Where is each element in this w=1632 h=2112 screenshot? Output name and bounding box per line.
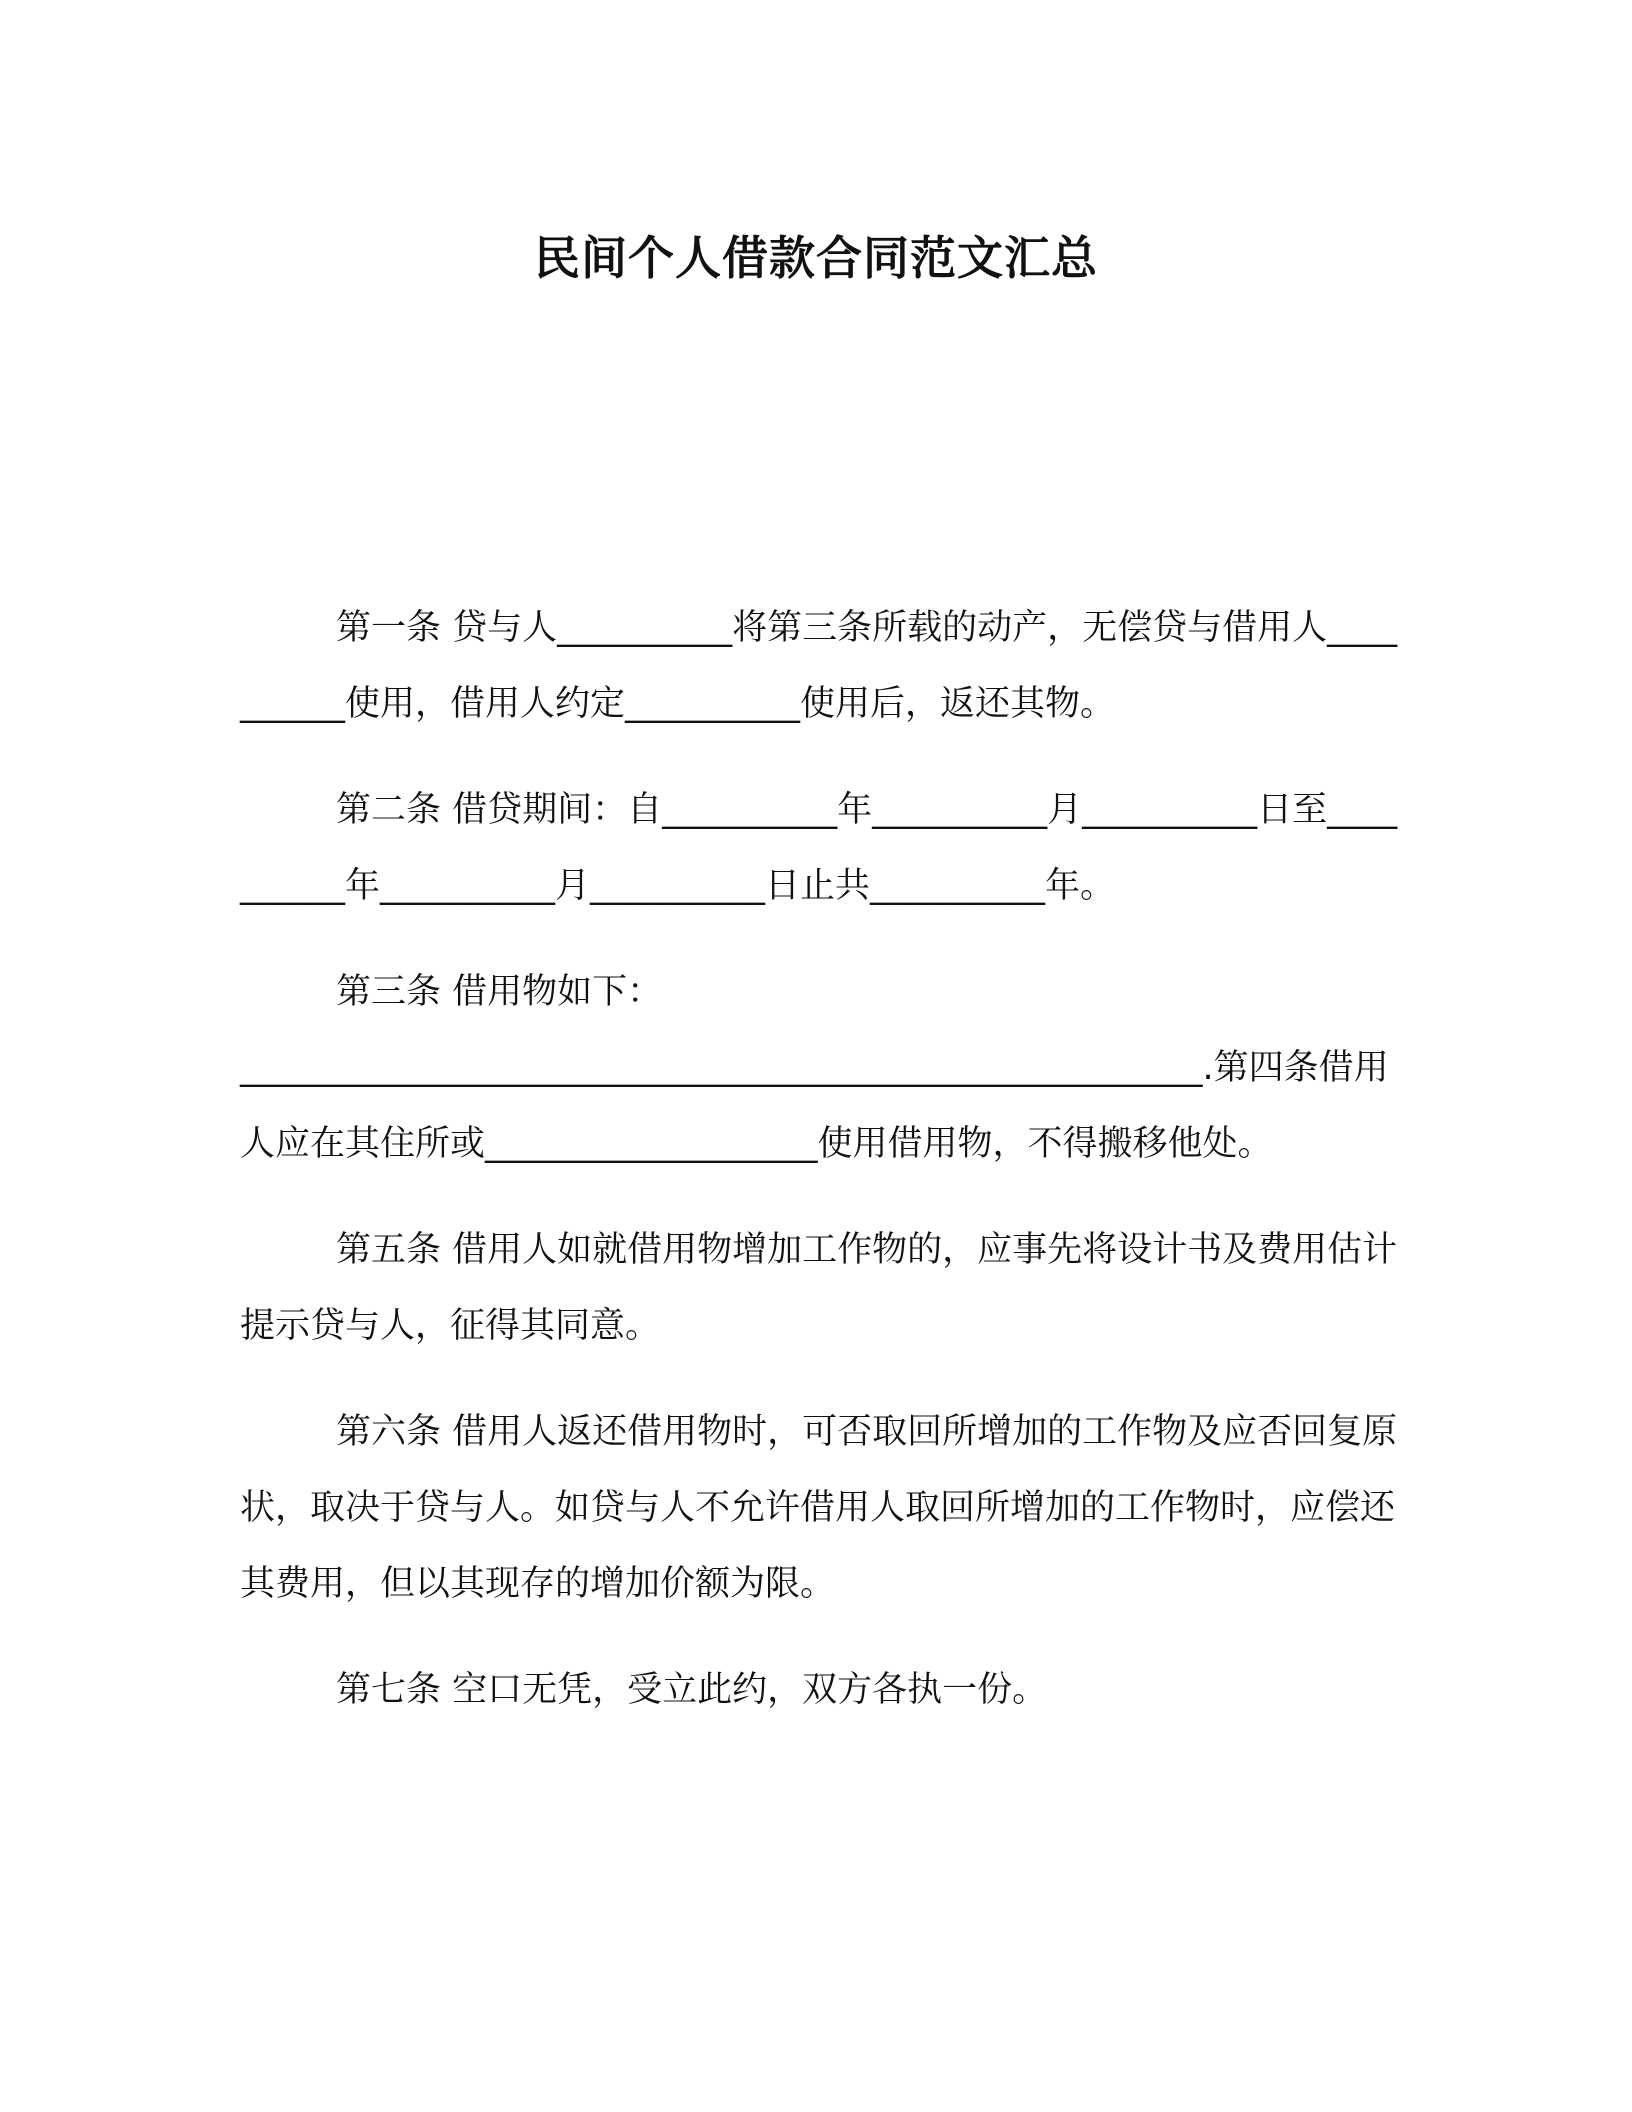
article-2: 第二条 借贷期间：自__________年__________月__________日至__________年__________月__________日止共__________年。 (240, 790, 1398, 906)
article-3-items-and-article-4: _______________________________________________________.第四条借用人应在其住所或___________________使用借用物，不得搬移他处。 (240, 1048, 1389, 1164)
article-5: 第五条 借用人如就借用物增加工作物的，应事先将设计书及费用估计提示贷与人，征得其同意。 (240, 1230, 1398, 1346)
article-7: 第七条 空口无凭，受立此约，双方各执一份。 (336, 1670, 1048, 1710)
article-6: 第六条 借用人返还借用物时，可否取回所增加的工作物及应否回复原状，取决于贷与人。如贷与人不允许借用人取回所增加的工作物时，应偿还其费用，但以其现存的增加价额为限。 (240, 1412, 1398, 1604)
article-3: 第三条 借用物如下： (336, 972, 663, 1012)
document-title: 民间个人借款合同范文汇总 (534, 231, 1098, 285)
article-1: 第一条 贷与人__________将第三条所载的动产，无偿贷与借用人__________使用，借用人约定__________使用后，返还其物。 (240, 608, 1398, 724)
document-body (240, 590, 1400, 1728)
